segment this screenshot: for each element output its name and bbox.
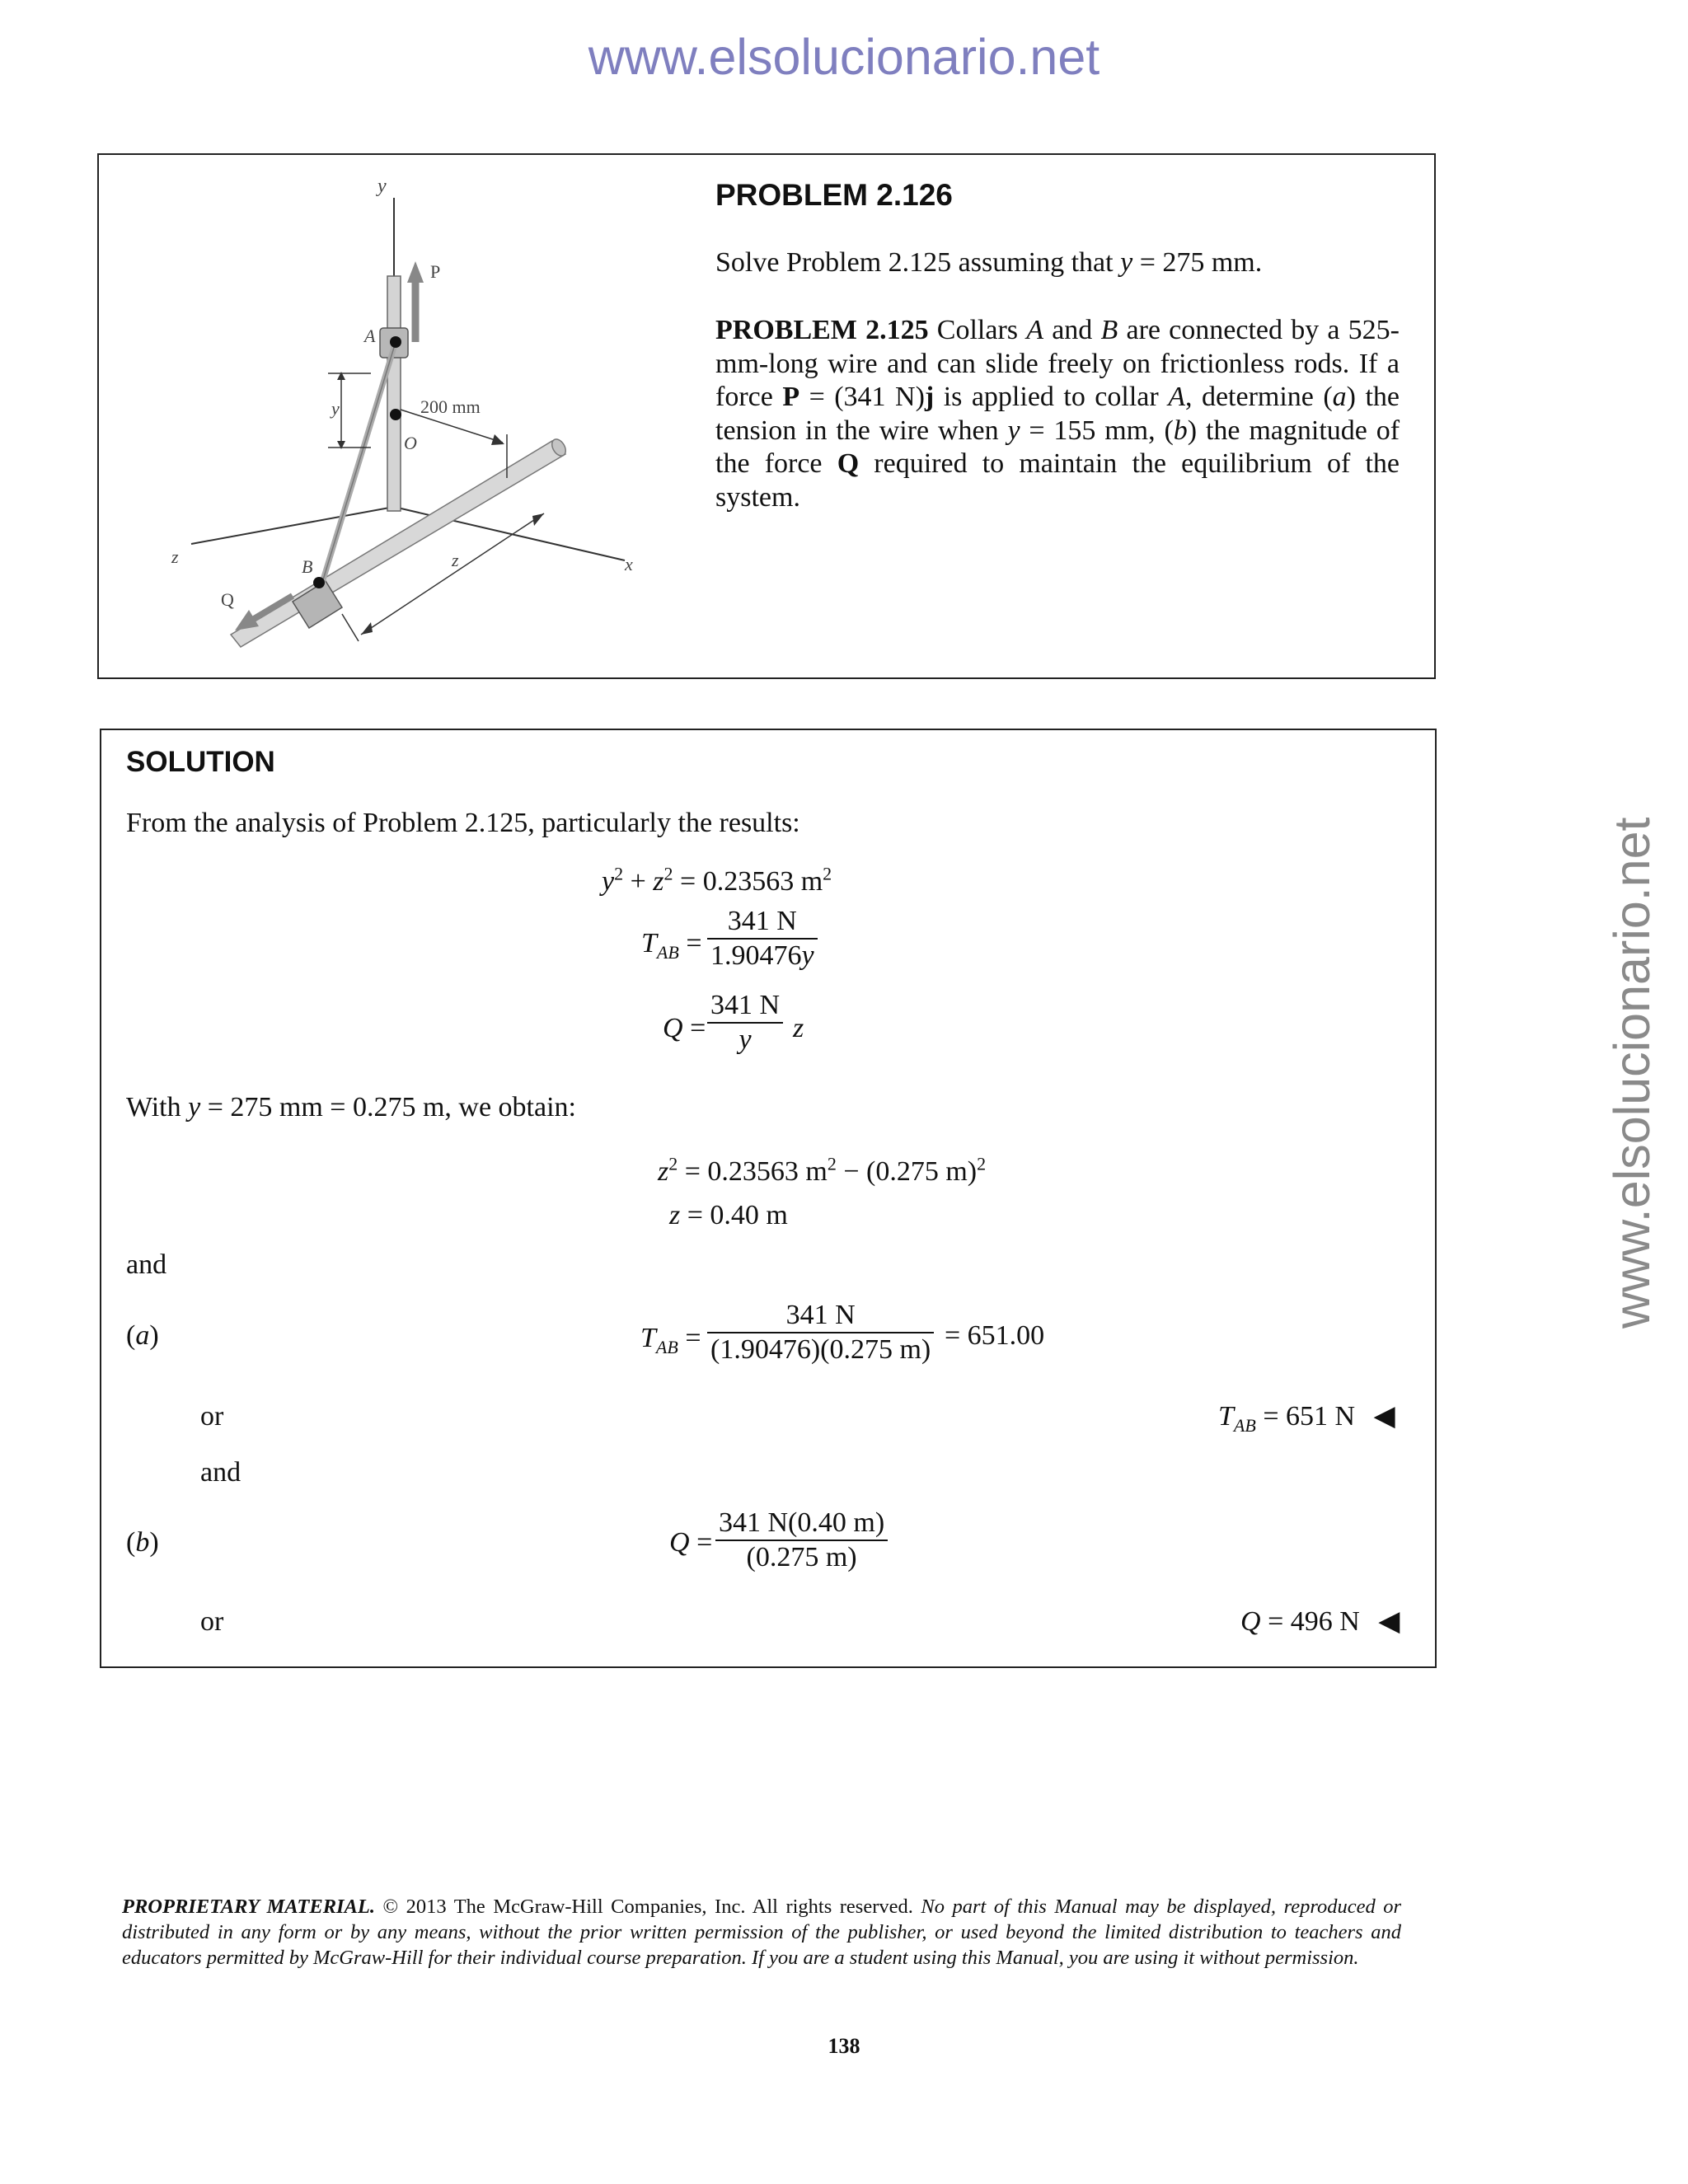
part-b-label: (b) bbox=[126, 1527, 159, 1558]
equation-3-tail: z bbox=[793, 1013, 804, 1043]
label-p: P bbox=[430, 261, 441, 282]
reference-problem: PROBLEM 2.125 Collars A and B are connected by a 525-mm-long wire and can slide freely on frictionless rods. If a force P = (341 N)j is applied to collar A, determine (a) the tension in the wire when y = 155 mm, (b) the magnitude of the force Q required to maintain the equilibrium of the system. bbox=[715, 315, 1400, 513]
equation-5: z = 0.40 m bbox=[669, 1200, 788, 1230]
solution-title: SOLUTION bbox=[126, 746, 275, 778]
point-a bbox=[390, 336, 401, 348]
answer-tab: $T_{AB} = 651$ N ◀ bbox=[1218, 1401, 1395, 1436]
label-x-axis: x bbox=[625, 554, 633, 574]
label-z-axis: z bbox=[171, 546, 179, 567]
equation-2-lhs: $T_{AB}$ = bbox=[641, 928, 702, 963]
equation-7-fraction: $\frac{341 N(0.40 m)}{(0.275 m)}$ bbox=[715, 1507, 888, 1574]
equation-2-fraction: $\frac{341 N}{1.90476y}$ bbox=[707, 905, 818, 972]
problem-figure bbox=[157, 169, 684, 663]
label-z-dim: z bbox=[452, 550, 459, 570]
equation-4: $z^2 = 0.23563$ $m^2 - (0.275$ m)$^2$ bbox=[658, 1153, 987, 1187]
equation-3-lhs: Q = bbox=[663, 1013, 706, 1043]
page-number: 138 bbox=[828, 2034, 860, 2058]
or-text-2: or bbox=[200, 1606, 224, 1637]
label-a: A bbox=[364, 326, 376, 346]
watermark-side: www.elsolucionario.net bbox=[1604, 817, 1660, 1329]
label-y-dim: y bbox=[331, 398, 340, 419]
problem-title: PROBLEM 2.126 bbox=[715, 178, 953, 212]
problem-statement: Solve Problem 2.125 assuming that y = 275 mm. bbox=[715, 247, 1263, 278]
label-200mm: 200 mm bbox=[420, 396, 481, 417]
z-dimension bbox=[361, 513, 544, 635]
solution-intro: From the analysis of Problem 2.125, particularly the results: bbox=[126, 808, 800, 838]
watermark-top: www.elsolucionario.net bbox=[588, 29, 1100, 85]
vertical-rod bbox=[387, 276, 401, 511]
label-q: Q bbox=[221, 589, 234, 610]
label-o: O bbox=[404, 433, 417, 453]
label-y-axis: y bbox=[377, 176, 387, 197]
answer-marker-icon: ◀ bbox=[1373, 1401, 1395, 1432]
equation-6-fraction: $\frac{341 N}{(1.90476)(0.275 m)}$ bbox=[707, 1299, 934, 1366]
z-axis-line bbox=[191, 507, 394, 544]
equation-1: $y^2 + z^2 = 0.23563$ $m^2$ bbox=[602, 863, 832, 897]
and-text-2: and bbox=[200, 1457, 241, 1488]
or-text-1: or bbox=[200, 1401, 224, 1432]
point-o-top bbox=[390, 409, 401, 420]
equation-6-lhs: $T_{AB}$ = bbox=[640, 1323, 701, 1357]
point-b bbox=[313, 577, 325, 588]
equation-3-fraction: $\frac{341 N}{y}$ bbox=[707, 989, 783, 1057]
answer-marker-icon: ◀ bbox=[1378, 1606, 1400, 1637]
substitution-line: With y = 275 mm = 0.275 m, we obtain: bbox=[126, 1092, 576, 1122]
and-text-1: and bbox=[126, 1249, 167, 1280]
equation-7-lhs: Q = bbox=[669, 1527, 713, 1558]
part-a-label: (a) bbox=[126, 1320, 159, 1351]
label-b: B bbox=[302, 556, 313, 577]
copyright-footer: PROPRIETARY MATERIAL. © 2013 The McGraw-Hill Companies, Inc. All rights reserved. No part of this Manual may be displayed, reproduced or distributed in any form or by any means, without the prior written permission of the publisher, or used beyond the limited distribution to teachers and educators permitted by McGraw-Hill for their individual course preparation. If you are a student using this Manual, you are using it without permission. bbox=[122, 1896, 1401, 1969]
answer-q: Q = 496 N ◀ bbox=[1240, 1606, 1400, 1637]
force-p-head bbox=[407, 261, 424, 283]
equation-6-result: = 651.00 bbox=[945, 1320, 1045, 1351]
